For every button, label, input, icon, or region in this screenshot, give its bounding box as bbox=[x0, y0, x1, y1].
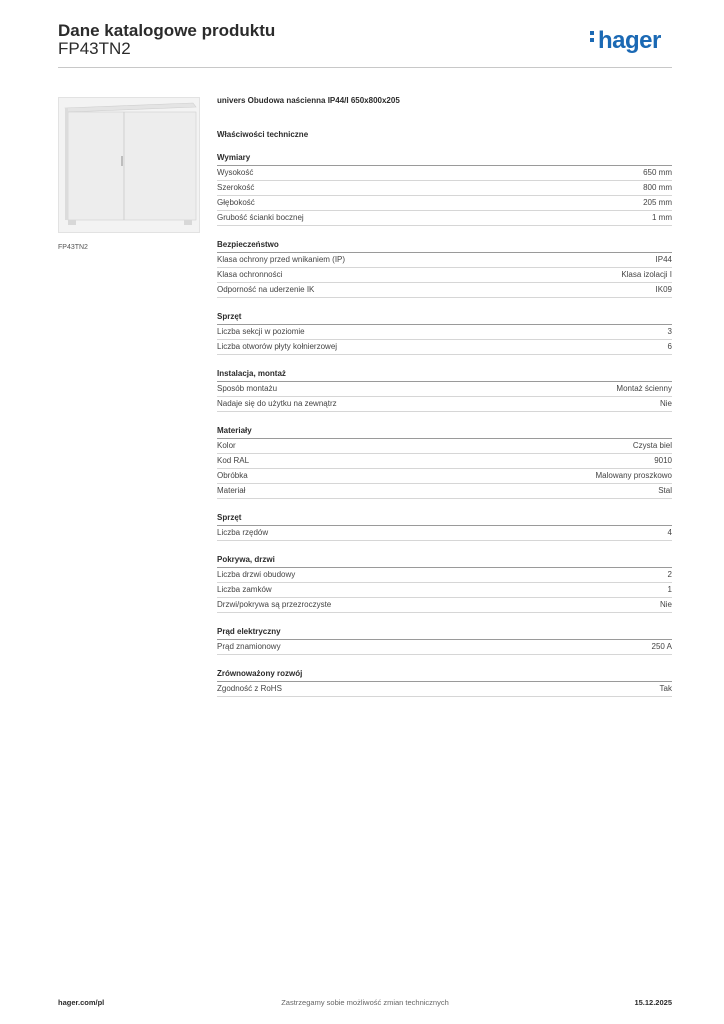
spec-row bbox=[217, 682, 672, 697]
section-heading: Sprzęt bbox=[217, 311, 672, 325]
section-heading: Bezpieczeństwo bbox=[217, 239, 672, 253]
spec-label: Grubość ścianki bocznej bbox=[217, 213, 304, 222]
technical-properties-heading: Właściwości techniczne bbox=[217, 130, 309, 139]
spec-row bbox=[217, 211, 672, 226]
spec-value: Malowany proszkowo bbox=[595, 471, 672, 480]
spec-value: 3 bbox=[667, 327, 672, 336]
spec-section bbox=[217, 626, 672, 655]
spec-row bbox=[217, 526, 672, 541]
spec-label: Liczba zamków bbox=[217, 585, 272, 594]
section-heading: Wymiary bbox=[217, 152, 672, 166]
spec-section bbox=[217, 239, 672, 298]
header-divider bbox=[58, 67, 672, 68]
spec-sections bbox=[217, 152, 672, 697]
spec-value: 9010 bbox=[654, 456, 672, 465]
section-heading: Sprzęt bbox=[217, 512, 672, 526]
footer-date: 15.12.2025 bbox=[634, 998, 672, 1007]
spec-label: Kolor bbox=[217, 441, 236, 450]
section-heading: Instalacja, montaż bbox=[217, 368, 672, 382]
spec-value: 650 mm bbox=[643, 168, 672, 177]
enclosure-illustration-icon bbox=[59, 98, 199, 232]
spec-section bbox=[217, 425, 672, 499]
spec-row bbox=[217, 397, 672, 412]
spec-value: 1 bbox=[667, 585, 672, 594]
spec-row bbox=[217, 196, 672, 211]
spec-value: 800 mm bbox=[643, 183, 672, 192]
spec-section bbox=[217, 554, 672, 613]
spec-value: 4 bbox=[667, 528, 672, 537]
spec-value: Tak bbox=[659, 684, 672, 693]
product-code: FP43TN2 bbox=[58, 39, 131, 58]
spec-label: Prąd znamionowy bbox=[217, 642, 281, 651]
page-title: Dane katalogowe produktu bbox=[58, 21, 276, 40]
section-heading: Prąd elektryczny bbox=[217, 626, 672, 640]
image-caption: FP43TN2 bbox=[58, 244, 88, 251]
spec-section bbox=[217, 512, 672, 541]
spec-row bbox=[217, 382, 672, 397]
spec-row bbox=[217, 469, 672, 484]
spec-label: Liczba drzwi obudowy bbox=[217, 570, 296, 579]
spec-row bbox=[217, 166, 672, 181]
spec-label: Drzwi/pokrywa są przezroczyste bbox=[217, 600, 332, 609]
spec-label: Szerokość bbox=[217, 183, 255, 192]
product-image bbox=[58, 97, 200, 233]
spec-value: IK09 bbox=[655, 285, 672, 294]
spec-value: Nie bbox=[659, 600, 672, 609]
spec-section bbox=[217, 152, 672, 226]
spec-row bbox=[217, 454, 672, 469]
spec-row bbox=[217, 640, 672, 655]
spec-label: Obróbka bbox=[217, 471, 248, 480]
spec-section bbox=[217, 368, 672, 412]
spec-value: 6 bbox=[667, 342, 672, 351]
spec-value: Czysta biel bbox=[632, 441, 672, 450]
spec-label: Liczba otworów płyty kołnierzowej bbox=[217, 342, 338, 351]
spec-row bbox=[217, 325, 672, 340]
spec-value: Stal bbox=[658, 486, 672, 495]
spec-value: 1 mm bbox=[652, 213, 672, 222]
spec-label: Nadaje się do użytku na zewnątrz bbox=[217, 399, 337, 408]
spec-row bbox=[217, 283, 672, 298]
spec-value: Montaż ścienny bbox=[616, 384, 672, 393]
spec-value: 205 mm bbox=[643, 198, 672, 207]
product-description: univers Obudowa naścienna IP44/I 650x800x205 bbox=[217, 96, 400, 105]
spec-label: Sposób montażu bbox=[217, 384, 278, 393]
spec-label: Materiał bbox=[217, 486, 246, 495]
spec-row bbox=[217, 253, 672, 268]
spec-label: Kod RAL bbox=[217, 456, 250, 465]
spec-section bbox=[217, 311, 672, 355]
footer-website-link[interactable]: hager.com/pl bbox=[58, 998, 105, 1007]
spec-value: IP44 bbox=[655, 255, 672, 264]
footer-disclaimer: Zastrzegamy sobie możliwość zmian technicznych bbox=[281, 998, 449, 1007]
spec-label: Klasa ochrony przed wnikaniem (IP) bbox=[217, 255, 346, 264]
spec-row bbox=[217, 268, 672, 283]
spec-label: Głębokość bbox=[217, 198, 255, 207]
spec-row bbox=[217, 439, 672, 454]
spec-label: Liczba sekcji w poziomie bbox=[217, 327, 305, 336]
spec-label: Zgodność z RoHS bbox=[217, 684, 282, 693]
spec-row bbox=[217, 568, 672, 583]
spec-row bbox=[217, 484, 672, 499]
spec-row bbox=[217, 583, 672, 598]
spec-value: Klasa izolacji I bbox=[621, 270, 672, 279]
logo-text: hager bbox=[598, 27, 661, 54]
spec-label: Klasa ochronności bbox=[217, 270, 283, 279]
logo-dots-icon bbox=[590, 28, 596, 45]
spec-label: Odporność na uderzenie IK bbox=[217, 285, 315, 294]
spec-value: Nie bbox=[659, 399, 672, 408]
spec-value: 250 A bbox=[651, 642, 672, 651]
spec-row bbox=[217, 181, 672, 196]
spec-label: Wysokość bbox=[217, 168, 254, 177]
spec-panel bbox=[217, 96, 672, 710]
section-heading: Pokrywa, drzwi bbox=[217, 554, 672, 568]
spec-row bbox=[217, 598, 672, 613]
spec-label: Liczba rzędów bbox=[217, 528, 269, 537]
spec-section bbox=[217, 668, 672, 697]
section-heading: Zrównoważony rozwój bbox=[217, 668, 672, 682]
spec-value: 2 bbox=[667, 570, 672, 579]
spec-row bbox=[217, 340, 672, 355]
section-heading: Materiały bbox=[217, 425, 672, 439]
hager-logo bbox=[590, 27, 661, 55]
